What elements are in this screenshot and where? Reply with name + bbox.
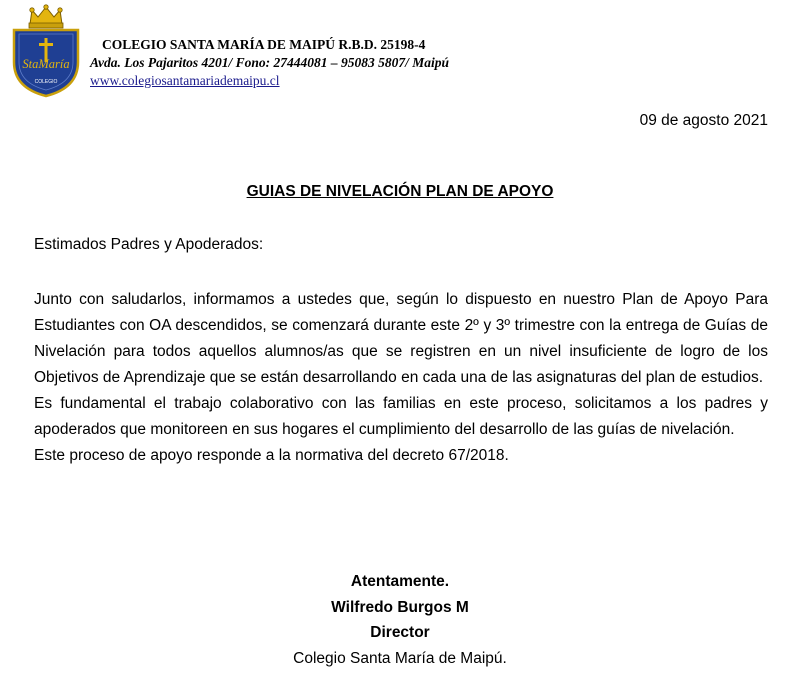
address-line: Avda. Los Pajaritos 4201/ Fono: 27444081 – 95083 5807/ Maipú <box>90 55 450 70</box>
letter-date: 09 de agosto 2021 <box>639 112 768 129</box>
paragraph: Junto con saludarlos, informamos a ustedes que, según lo dispuesto en nuestro Plan de Apoyo Para Estudiantes con OA descendidos, se comenzará durante este 2º y 3º trimestre con la entrega de Guías de Nivelación para todos aquellos alumnos/as que se registren en un nivel insuficiente de logro de los Objetivos de Aprendizaje que se están desarrollando en cada una de las asignaturas del plan de estudios. <box>34 291 768 386</box>
logo-subtext: COLEGIO <box>34 79 58 85</box>
closing: Atentamente. <box>350 573 450 590</box>
institution: Colegio Santa María de Maipú. <box>293 649 507 667</box>
logo-text: StaMaría <box>22 57 70 71</box>
paragraph: Es fundamental el trabajo colaborativo con las familias en este proceso, solicitamos a los padres y apoderados que monitoreen en sus hogares el cumplimiento del desarrollo de las guías de nivelación. <box>34 395 768 438</box>
letter-title: GUIAS DE NIVELACIÓN PLAN DE APOYO <box>246 183 554 200</box>
letter-body <box>34 287 768 469</box>
letterhead <box>90 36 449 90</box>
school-crest-logo <box>10 4 82 98</box>
school-name-line: COLEGIO SANTA MARÍA DE MAIPÚ R.B.D. 25198-4 <box>102 37 426 52</box>
signature-block <box>0 569 800 671</box>
signer-name: Wilfredo Burgos M <box>331 598 469 616</box>
greeting: Estimados Padres y Apoderados: <box>34 236 264 253</box>
signer-role: Director <box>370 624 430 641</box>
paragraph: Este proceso de apoyo responde a la normativa del decreto 67/2018. <box>34 447 509 464</box>
website-link[interactable]: www.colegiosantamariademaipu.cl <box>90 73 280 88</box>
